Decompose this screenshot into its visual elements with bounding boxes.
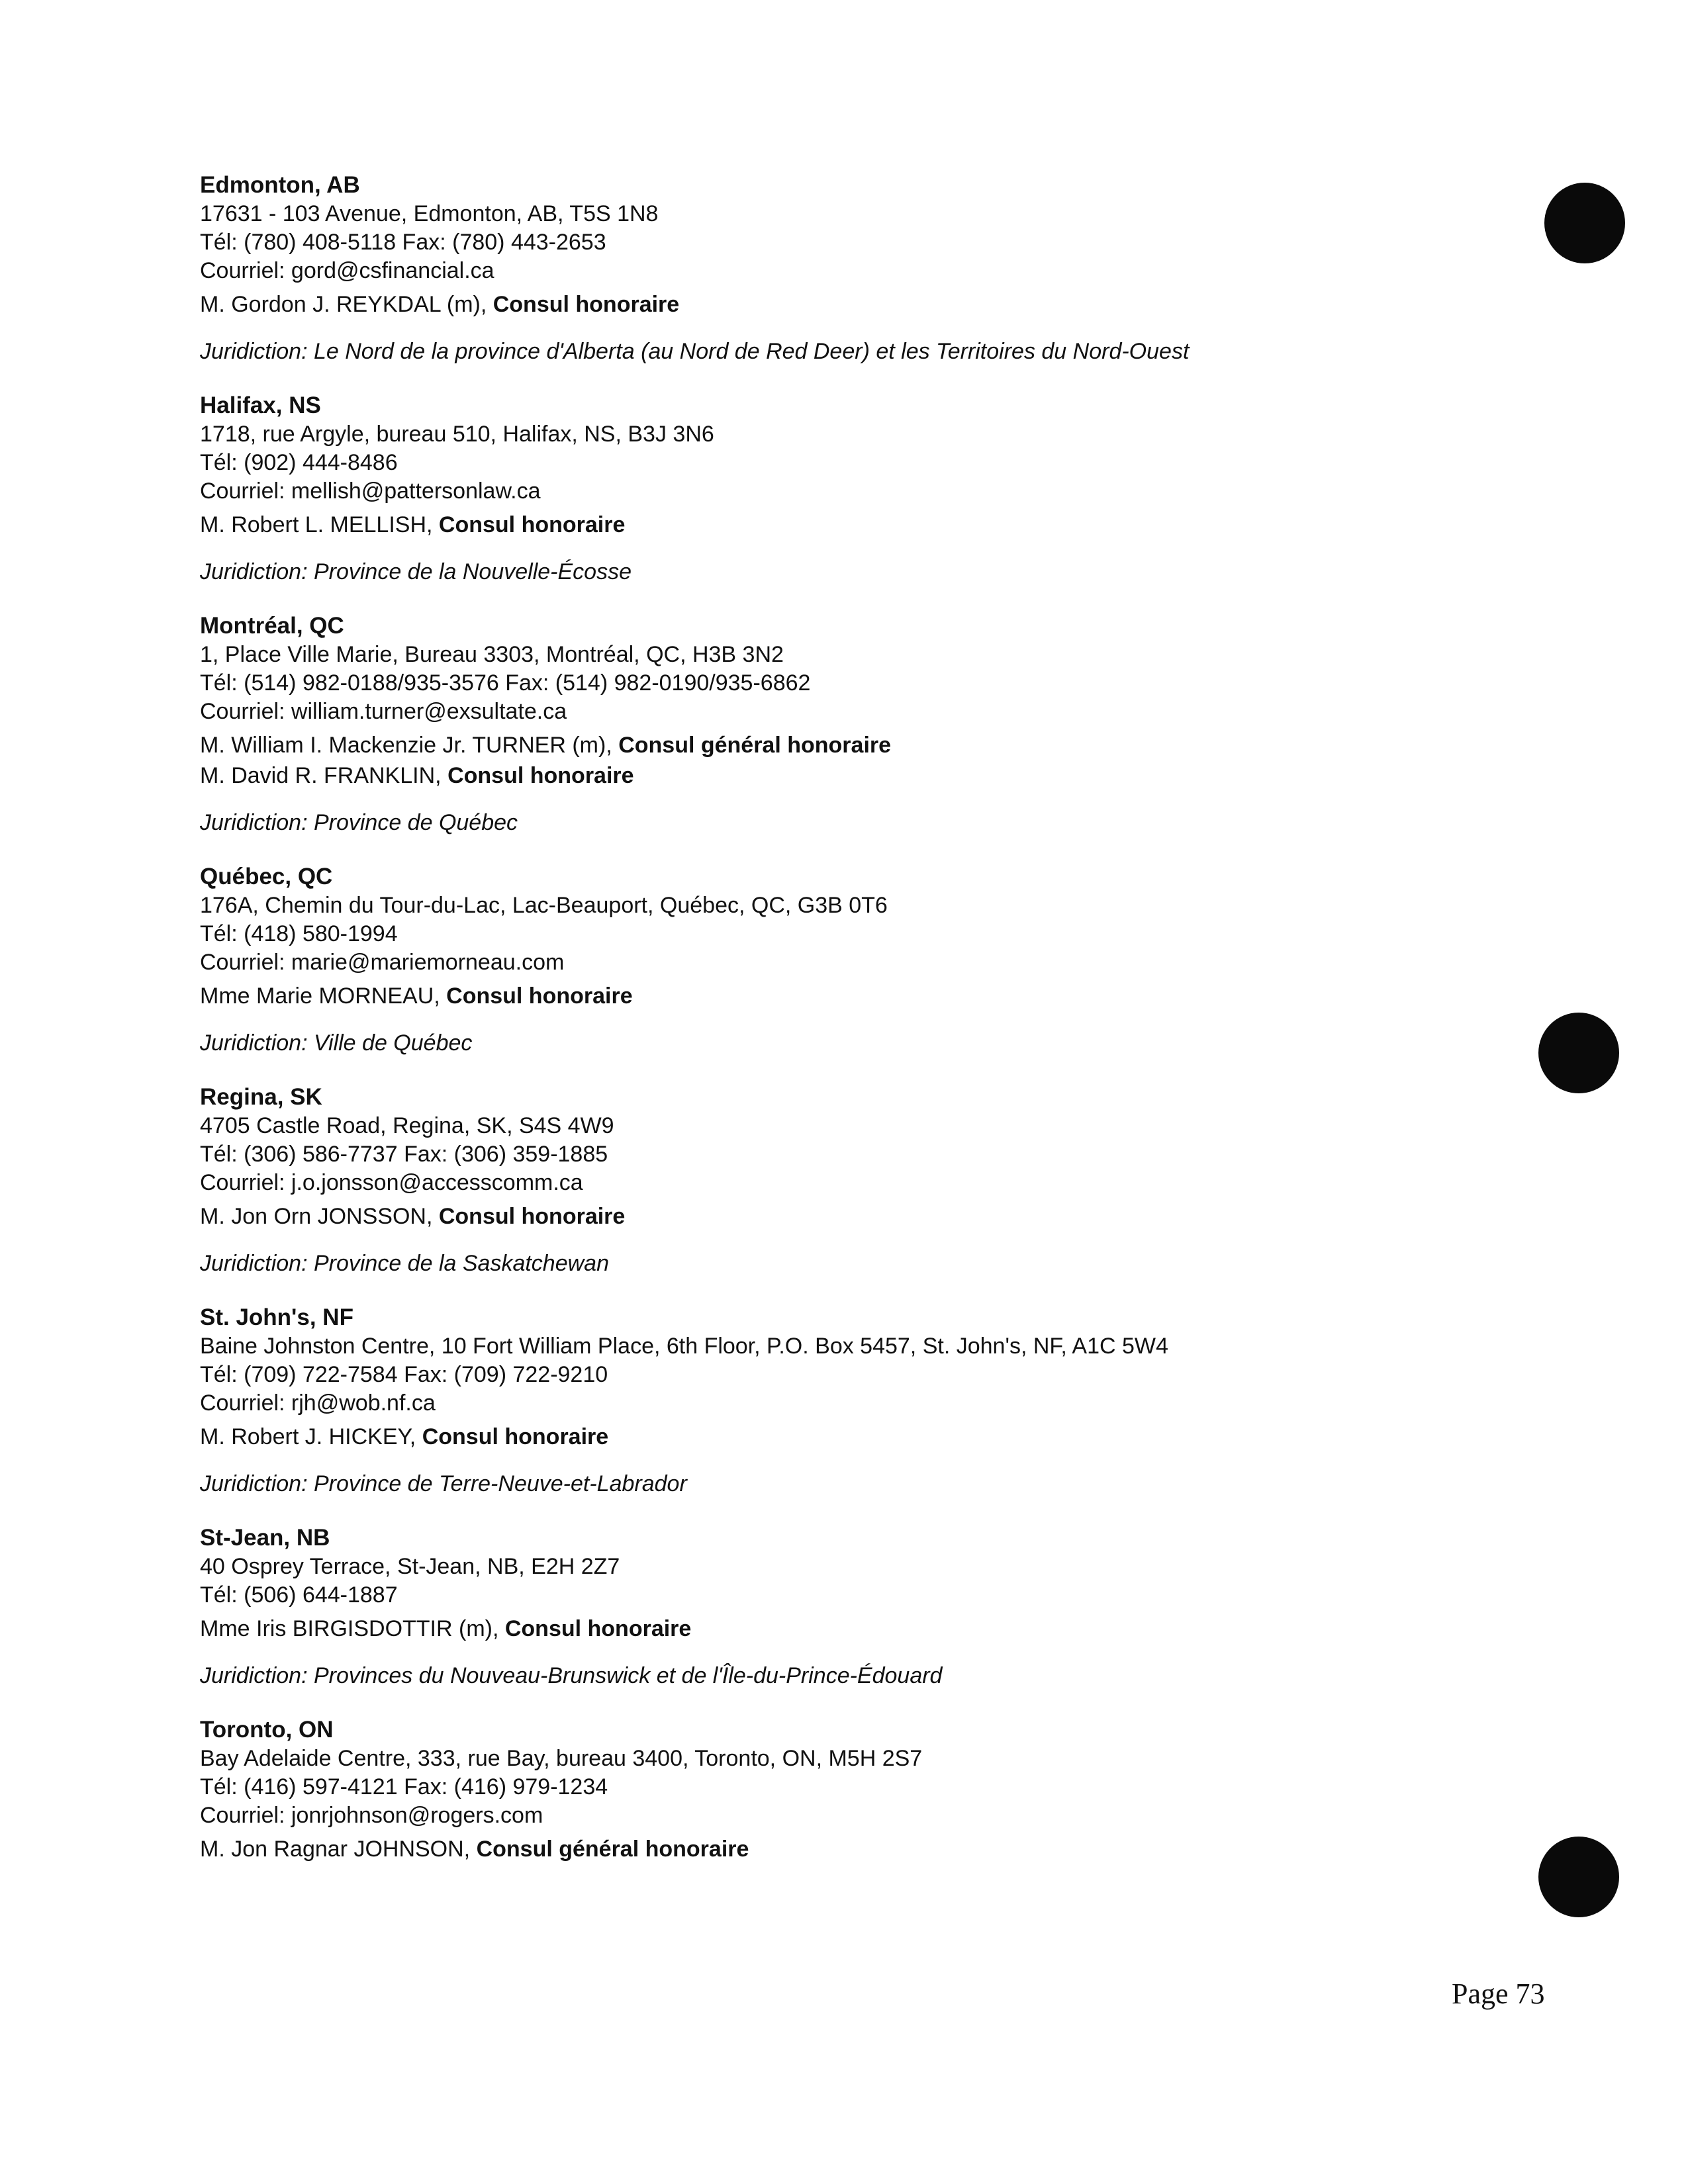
contact-line: Baine Johnston Centre, 10 Fort William Place, 6th Floor, P.O. Box 5457, St. John's, NF, A1C 5W4	[200, 1334, 1168, 1359]
consul-title: Consul honoraire	[422, 1424, 609, 1449]
consulate-entry	[200, 862, 1458, 1058]
contact-line: 1718, rue Argyle, bureau 510, Halifax, NS, B3J 3N6	[200, 422, 714, 447]
consulate-entry	[200, 171, 1458, 366]
contact-line: 40 Osprey Terrace, St-Jean, NB, E2H 2Z7	[200, 1554, 620, 1579]
jurisdiction: Juridiction: Province de la Nouvelle-Écosse	[200, 559, 632, 584]
contact-line: Tél: (709) 722-7584 Fax: (709) 722-9210	[200, 1362, 608, 1387]
consul-list	[200, 981, 1458, 1011]
consul-name: M. Gordon J. REYKDAL (m),	[200, 292, 493, 317]
jurisdiction: Juridiction: Ville de Québec	[200, 1030, 473, 1056]
contact-line: Courriel: marie@mariemorneau.com	[200, 950, 565, 975]
contact-line: Bay Adelaide Centre, 333, rue Bay, bureau 3400, Toronto, ON, M5H 2S7	[200, 1746, 923, 1771]
contact-line: Tél: (902) 444-8486	[200, 450, 398, 475]
consul-line	[200, 981, 1458, 1011]
consul-name: Mme Iris BIRGISDOTTIR (m),	[200, 1616, 505, 1641]
contact-line: 4705 Castle Road, Regina, SK, S4S 4W9	[200, 1113, 614, 1138]
city-heading: St-Jean, NB	[200, 1525, 330, 1551]
city-heading: Québec, QC	[200, 864, 333, 889]
consul-name: M. Jon Orn JONSSON,	[200, 1204, 439, 1229]
consulate-list	[200, 171, 1458, 1864]
contact-line: 17631 - 103 Avenue, Edmonton, AB, T5S 1N8	[200, 201, 659, 226]
jurisdiction: Juridiction: Le Nord de la province d'Alberta (au Nord de Red Deer) et les Territoires du Nord-Ouest	[200, 339, 1190, 364]
consul-list	[200, 510, 1458, 540]
consul-name: M. Jon Ragnar JOHNSON,	[200, 1837, 477, 1862]
consul-title: Consul général honoraire	[476, 1837, 749, 1862]
contact-line: Courriel: j.o.jonsson@accesscomm.ca	[200, 1170, 583, 1195]
consul-name: M. Robert J. HICKEY,	[200, 1424, 422, 1449]
contact-line: Tél: (418) 580-1994	[200, 921, 398, 946]
jurisdiction: Juridiction: Provinces du Nouveau-Brunswick et de l'Île-du-Prince-Édouard	[200, 1663, 943, 1688]
consul-line	[200, 1834, 1458, 1864]
consul-line	[200, 730, 1458, 760]
consul-list	[200, 730, 1458, 791]
consul-title: Consul honoraire	[438, 1204, 626, 1229]
punch-hole-top	[1544, 183, 1625, 263]
consul-title: Consul honoraire	[438, 512, 626, 537]
consul-name: M. David R. FRANKLIN,	[200, 763, 448, 788]
contact-line: Courriel: rjh@wob.nf.ca	[200, 1390, 436, 1416]
consul-title: Consul général honoraire	[618, 733, 892, 758]
contact-line: Courriel: jonrjohnson@rogers.com	[200, 1803, 543, 1828]
consul-list	[200, 289, 1458, 320]
consul-name: Mme Marie MORNEAU,	[200, 983, 447, 1009]
contact-line: Courriel: gord@csfinancial.ca	[200, 258, 494, 283]
city-heading: Halifax, NS	[200, 392, 321, 418]
punch-hole-bottom	[1538, 1837, 1619, 1917]
consul-line	[200, 1201, 1458, 1232]
consul-list	[200, 1834, 1458, 1864]
consul-title: Consul honoraire	[492, 292, 680, 317]
consulate-entry	[200, 612, 1458, 837]
jurisdiction: Juridiction: Province de Québec	[200, 810, 518, 835]
consul-name: M. Robert L. MELLISH,	[200, 512, 439, 537]
consul-line	[200, 510, 1458, 540]
contact-line: Tél: (506) 644-1887	[200, 1582, 398, 1608]
city-heading: Regina, SK	[200, 1084, 322, 1110]
consul-line	[200, 289, 1458, 320]
consul-title: Consul honoraire	[504, 1616, 692, 1641]
punch-hole-middle	[1538, 1013, 1619, 1093]
city-heading: Toronto, ON	[200, 1717, 334, 1743]
consulate-entry	[200, 391, 1458, 586]
consul-list	[200, 1422, 1458, 1452]
page-number: Page 73	[1452, 1978, 1545, 2010]
jurisdiction: Juridiction: Province de Terre-Neuve-et-Labrador	[200, 1471, 687, 1496]
consul-title: Consul honoraire	[446, 983, 633, 1009]
consulate-entry	[200, 1524, 1458, 1690]
contact-line: Courriel: mellish@pattersonlaw.ca	[200, 478, 541, 504]
consul-name: M. William I. Mackenzie Jr. TURNER (m),	[200, 733, 619, 758]
contact-line: Courriel: william.turner@exsultate.ca	[200, 699, 567, 724]
contact-line: Tél: (416) 597-4121 Fax: (416) 979-1234	[200, 1774, 608, 1799]
consul-line	[200, 1614, 1458, 1644]
consulate-entry	[200, 1715, 1458, 1864]
city-heading: St. John's, NF	[200, 1304, 353, 1330]
consulate-entry	[200, 1303, 1458, 1498]
consul-line	[200, 1422, 1458, 1452]
contact-line: Tél: (306) 586-7737 Fax: (306) 359-1885	[200, 1142, 608, 1167]
contact-line: 1, Place Ville Marie, Bureau 3303, Montréal, QC, H3B 3N2	[200, 642, 784, 667]
contact-line: 176A, Chemin du Tour-du-Lac, Lac-Beauport, Québec, QC, G3B 0T6	[200, 893, 888, 918]
contact-line: Tél: (780) 408-5118 Fax: (780) 443-2653	[200, 230, 606, 255]
jurisdiction: Juridiction: Province de la Saskatchewan	[200, 1251, 609, 1276]
consul-list	[200, 1201, 1458, 1232]
contact-line: Tél: (514) 982-0188/935-3576 Fax: (514) 982-0190/935-6862	[200, 670, 811, 696]
consul-list	[200, 1614, 1458, 1644]
consulate-entry	[200, 1083, 1458, 1278]
city-heading: Montréal, QC	[200, 613, 344, 639]
consul-line	[200, 760, 1458, 791]
city-heading: Edmonton, AB	[200, 172, 360, 198]
consul-title: Consul honoraire	[447, 763, 634, 788]
